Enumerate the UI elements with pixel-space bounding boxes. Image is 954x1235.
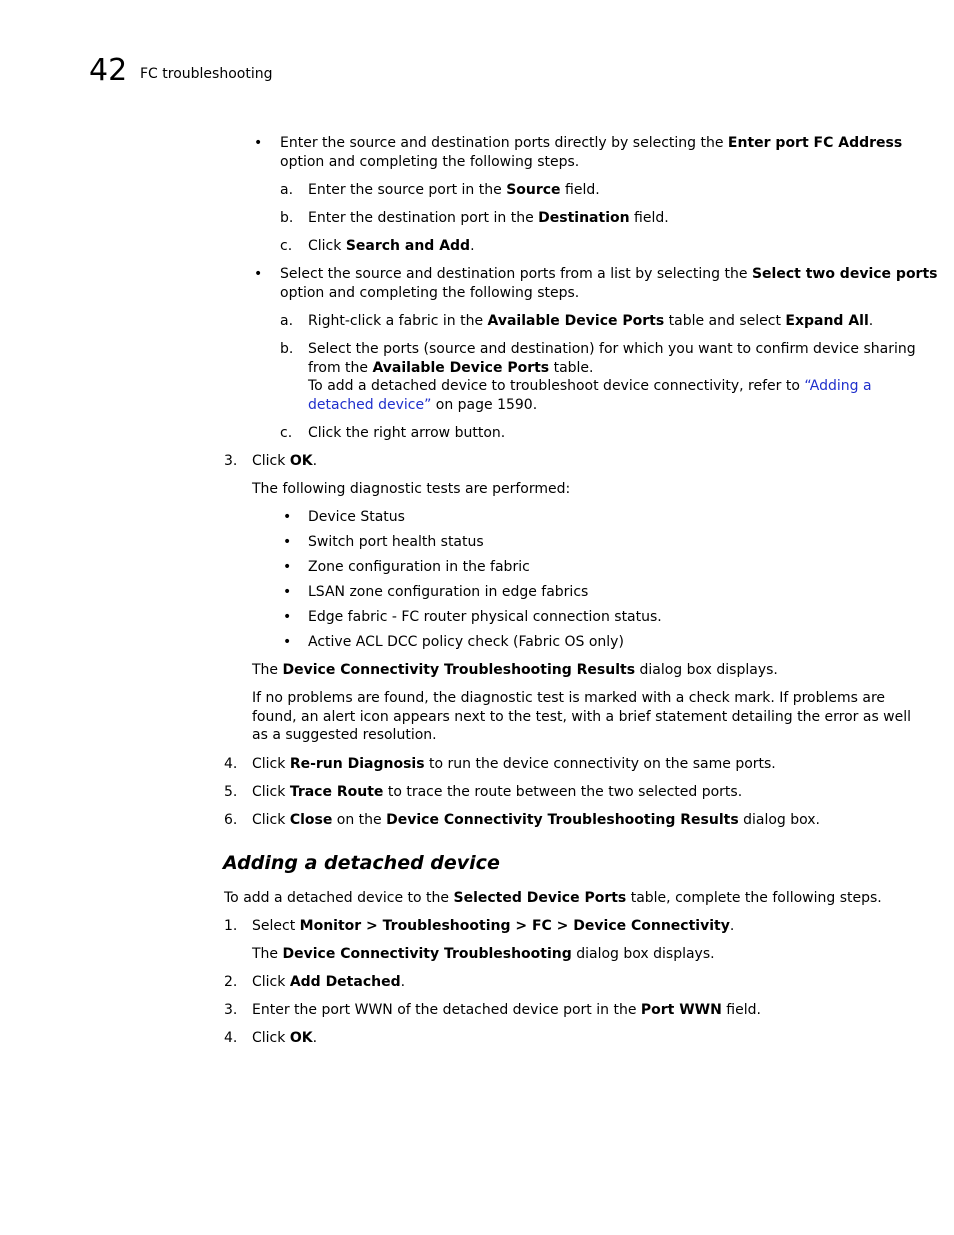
results-paragraph-line1: If no problems are found, the diagnostic test is marked with a check mark. If problems are <box>252 690 886 706</box>
ui-term: Close <box>289 812 333 828</box>
section-step1-text <box>252 917 734 936</box>
text: Enter the source and destination ports directly by selecting the <box>280 135 728 151</box>
text: Select <box>252 918 300 934</box>
bullet-icon: • <box>283 584 292 600</box>
bullet-icon: • <box>254 266 263 282</box>
option2-step-c: Click the right arrow button. <box>308 425 506 441</box>
ui-term: Device Connectivity Troubleshooting <box>282 946 572 962</box>
results-paragraph-line3: as a suggested resolution. <box>252 727 437 743</box>
section-step2-text <box>252 973 405 992</box>
ui-term: Selected Device Ports <box>453 890 627 906</box>
bullet-icon: • <box>283 534 292 550</box>
section-step1-result <box>252 945 715 964</box>
step-number: 2. <box>224 974 238 990</box>
ui-term: Available Device Ports <box>487 313 665 329</box>
ui-term: Device Connectivity Troubleshooting Results <box>282 662 636 678</box>
section-step4-text <box>252 1029 317 1048</box>
bullet-icon: • <box>254 135 263 151</box>
text: field. <box>721 1002 761 1018</box>
ui-term: Destination <box>538 210 630 226</box>
substep-marker: a. <box>280 182 294 198</box>
bullet-icon: • <box>283 609 292 625</box>
option2-step-b-line1: Select the ports (source and destination) for which you want to confirm device sharing <box>308 341 916 357</box>
option1-line2: option and completing the following steps. <box>280 154 580 170</box>
option1-step-b <box>308 209 669 228</box>
section-heading: Adding a detached device <box>223 852 500 874</box>
text: The <box>252 946 283 962</box>
ui-term: Source <box>506 182 561 198</box>
ui-term: Device Connectivity Troubleshooting Results <box>386 812 739 828</box>
ui-term: OK <box>289 1030 313 1046</box>
text: Click <box>308 238 346 254</box>
text: table, complete the following steps. <box>626 890 882 906</box>
text: dialog box displays. <box>635 662 778 678</box>
substep-marker: c. <box>280 238 293 254</box>
test-item: Device Status <box>308 509 405 525</box>
text: Right-click a fabric in the <box>308 313 488 329</box>
text: . <box>470 238 475 254</box>
substep-marker: c. <box>280 425 293 441</box>
option1-step-c <box>308 237 475 256</box>
option2-line2: option and completing the following steps. <box>280 285 580 301</box>
ui-term: Search and Add <box>345 238 471 254</box>
test-item: Active ACL DCC policy check (Fabric OS only) <box>308 634 624 650</box>
test-item: LSAN zone configuration in edge fabrics <box>308 584 589 600</box>
section-intro <box>224 889 882 908</box>
tests-intro: The following diagnostic tests are performed: <box>252 481 571 497</box>
text: to trace the route between the two selected ports. <box>383 784 743 800</box>
option1-line1 <box>280 134 902 153</box>
text: . <box>312 1030 318 1046</box>
text: dialog box displays. <box>571 946 715 962</box>
step-number: 5. <box>224 784 238 800</box>
option2-step-b-line4 <box>308 396 537 415</box>
ui-term: OK <box>289 453 313 469</box>
bullet-icon: • <box>283 634 292 650</box>
text: dialog box. <box>738 812 821 828</box>
substep-marker: a. <box>280 313 294 329</box>
text: on page 1590. <box>431 397 538 413</box>
step-number: 6. <box>224 812 238 828</box>
option2-line1 <box>280 265 938 284</box>
text: The <box>252 662 283 678</box>
text: to run the device connectivity on the same ports. <box>424 756 776 772</box>
text: Click <box>252 756 290 772</box>
ui-term: Port WWN <box>640 1002 722 1018</box>
ui-term: Re-run Diagnosis <box>289 756 425 772</box>
step5-text <box>252 783 742 802</box>
ui-term: Available Device Ports <box>372 360 550 376</box>
step-number: 4. <box>224 1030 238 1046</box>
chapter-number: 42 <box>89 53 128 88</box>
text: . <box>400 974 406 990</box>
step-number: 4. <box>224 756 238 772</box>
text: . <box>868 313 874 329</box>
text: To add a detached device to troubleshoot device connectivity, refer to <box>308 378 805 394</box>
text: . <box>312 453 318 469</box>
text: Enter the port WWN of the detached device port in the <box>252 1002 641 1018</box>
text: Enter the destination port in the <box>308 210 539 226</box>
cross-reference-link[interactable]: detached device” <box>308 397 432 413</box>
substep-marker: b. <box>280 341 294 357</box>
ui-term: Enter port FC Address <box>727 135 903 151</box>
step-number: 3. <box>224 453 238 469</box>
chapter-title: FC troubleshooting <box>140 66 273 82</box>
step6-text <box>252 811 820 830</box>
results-paragraph-line2: found, an alert icon appears next to the test, with a brief statement detailing the error as well <box>252 709 912 725</box>
text: To add a detached device to the <box>224 890 454 906</box>
option2-step-b-line3 <box>308 377 872 396</box>
text: from the <box>308 360 373 376</box>
text: Click <box>252 453 290 469</box>
text: Click <box>252 784 290 800</box>
bullet-icon: • <box>283 559 292 575</box>
text: Select the source and destination ports from a list by selecting the <box>280 266 752 282</box>
step-number: 1. <box>224 918 238 934</box>
step-number: 3. <box>224 1002 238 1018</box>
text: . <box>729 918 735 934</box>
text: Enter the source port in the <box>308 182 507 198</box>
text: field. <box>629 210 669 226</box>
text: on the <box>332 812 387 828</box>
cross-reference-link[interactable]: “Adding a <box>804 378 872 394</box>
test-item: Zone configuration in the fabric <box>308 559 530 575</box>
text: Click <box>252 974 290 990</box>
option1-step-a <box>308 181 600 200</box>
ui-term: Expand All <box>785 313 869 329</box>
ui-term: Monitor > Troubleshooting > FC > Device Connectivity <box>299 918 730 934</box>
ui-term: Trace Route <box>289 784 384 800</box>
text: Click <box>252 1030 290 1046</box>
test-item: Switch port health status <box>308 534 484 550</box>
test-item: Edge fabric - FC router physical connection status. <box>308 609 662 625</box>
option2-step-a <box>308 312 873 331</box>
results-dialog-text <box>252 661 778 680</box>
bullet-icon: • <box>283 509 292 525</box>
text: table. <box>549 360 594 376</box>
substep-marker: b. <box>280 210 294 226</box>
section-step3-text <box>252 1001 761 1020</box>
text: table and select <box>664 313 786 329</box>
step3-text <box>252 452 317 471</box>
text: field. <box>560 182 600 198</box>
step4-text <box>252 755 776 774</box>
ui-term: Select two device ports <box>751 266 938 282</box>
ui-term: Add Detached <box>289 974 401 990</box>
option2-step-b-line2 <box>308 359 594 378</box>
text: Click <box>252 812 290 828</box>
